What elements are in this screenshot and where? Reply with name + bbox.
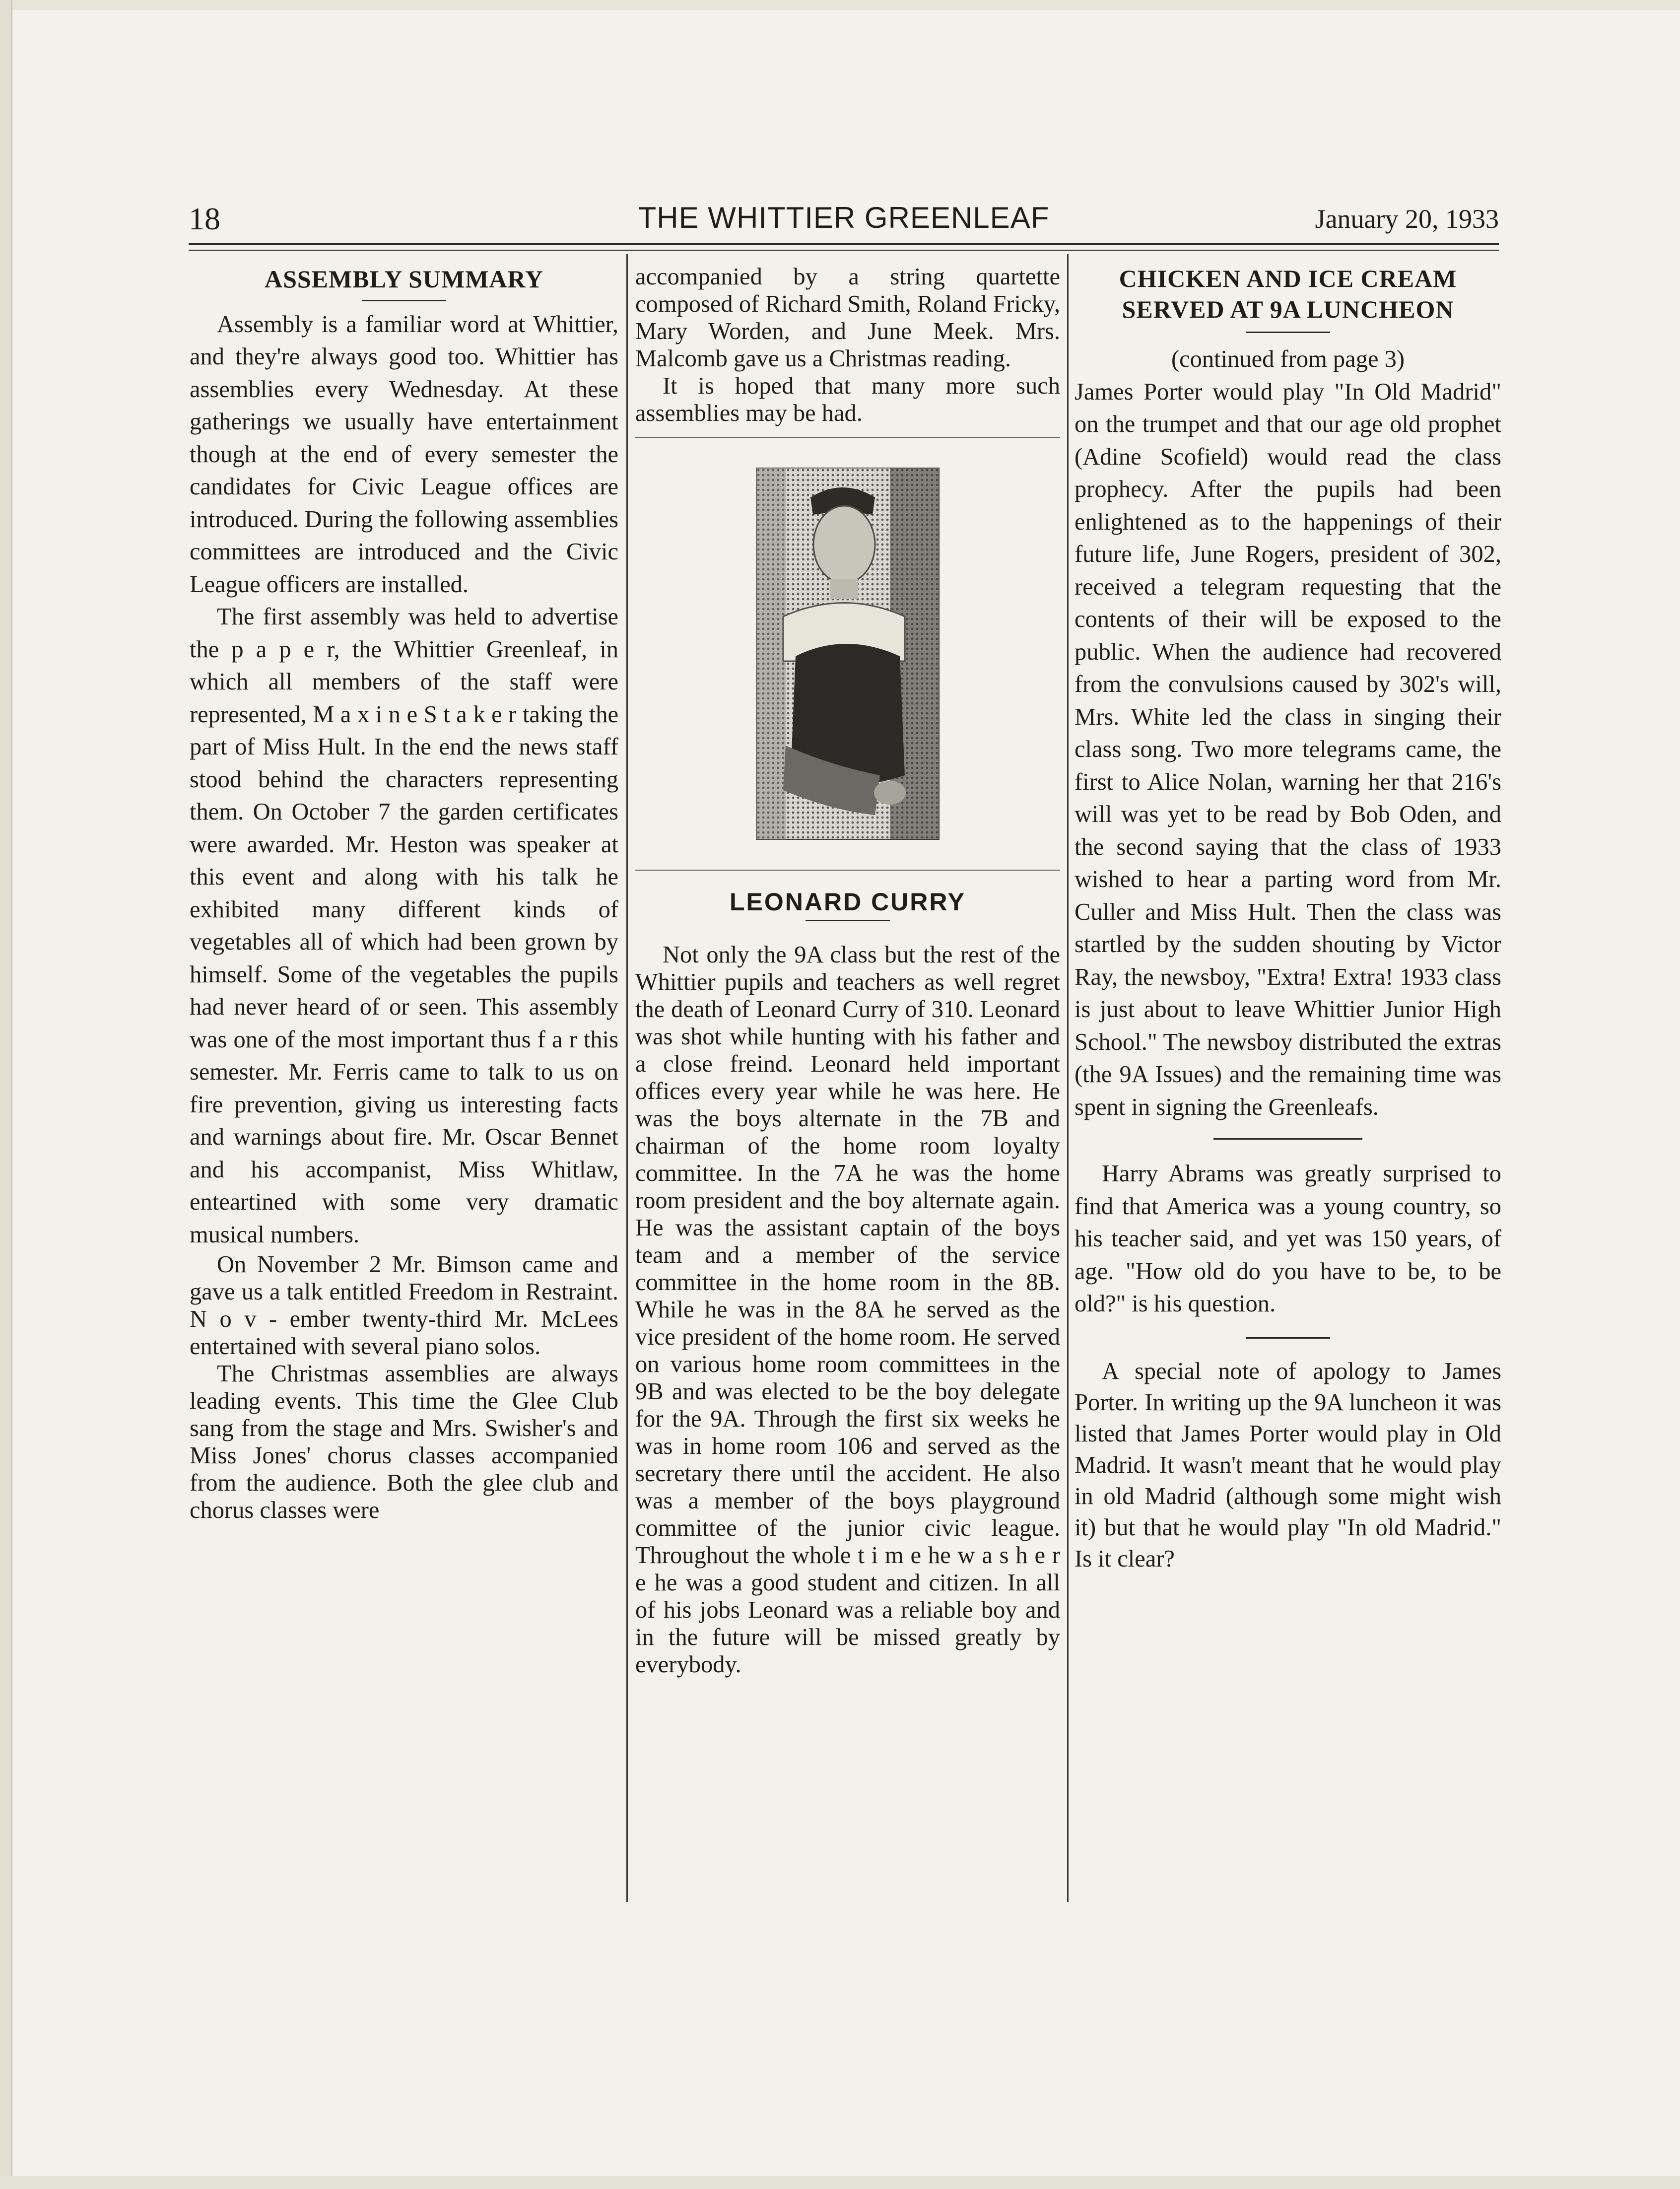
abrams-note: Harry Abrams was greatly surprised to find that America was a young country, so his teacher said, and yet was 150 years, of age. "How old do you have to be, to be old?" is his question. [1075,1161,1501,1317]
luncheon-body: James Porter would play "In Old Madrid" on the trumpet and that our age old prophet (Adine Scofield) would read the class prophecy. After the pupils had been enlightened as to the happenings of their future life, June Rogers, president of 302, received a telegram requesting that the contents of their will be exposed to the public. When the audience had recovered from the convulsions caused by 302's will, Mrs. White led the class in singing their class song. Two more telegrams came, the first to Alice Nolan, warning her that 216's will was yet to be read by Bob Oden, and the second saying that the class of 1933 wished to hear a parting word from Mr. Culler and Miss Hult. Then the class was startled by the sudden shouting by Victor Ray, the newsboy, "Extra! Extra! 1933 class is just about to leave Whittier Junior High School." The newsboy distributed the extras (the 9A Issues) and the remaining time was spent in signing the Greenleafs. [1075,378,1501,1120]
header-rule-thick [189,243,1499,245]
luncheon-headline [1075,263,1501,325]
column-3 [1075,263,1501,1574]
header-rule-thin [189,250,1499,251]
section-rule [1213,1138,1362,1140]
luncheon-headline-line-1: CHICKEN AND ICE CREAM [1119,265,1457,292]
assembly-paragraph-2: The first assembly was held to advertise the p a p e r, the Whittier Greenleaf, in which all members of the staff were represented, M a x i n e S t a k e r taking the part of Miss Hult. In the end the news staff stood behind the characters representing them. On October 7 the garden certificates were awarded. Mr. Heston was speaker at this event and along with his talk he exhibited many different kinds of vegetables all of which had been grown by himself. Some of the vegetables the pupils had never heard of or seen. This assembly was one of the most important thus f a r this semester. Mr. Ferris came to talk to us on fire prevention, giving us interesting facts and warnings about fire. Mr. Oscar Bennet and his accompanist, Miss Whitlaw, enteartined with some very dramatic musical numbers. [190,604,618,1248]
leonard-curry-body: Not only the 9A class but the rest of the Whittier pupils and teachers as well regret the death of Leonard Curry of 310. Leonard was shot while hunting with his father and a close freind. Leonard held important offices every year while he was here. He was the boys alternate in the 7B and chairman of the home room loyalty committee. In the 7A he was the home room president and the boy alternate again. He was the assistant captain of the boys team and a member of the service committee in the home room in the 8B. While he was in the 8A he served as the vice president of the home room. He served on various home room committees in the 9B and was elected to be the boy delegate for the 9A. Through the first six weeks he was in home room 106 and served as the secretary there until the accident. He also was a member of the boys playground committee of the junior civic league. Throughout the whole t i m e he w a s h e r e he was a good student and citizen. In all of his jobs Leonard was a reliable boy and in the future will be missed greatly by everybody. [635,942,1060,1678]
leonard-curry-headline: LEONARD CURRY [729,888,966,916]
leonard-curry-photo [756,468,940,840]
binding-edge [0,0,12,2189]
luncheon-headline-line-2: SERVED AT 9A LUNCHEON [1122,295,1454,323]
column-divider-2 [1067,254,1069,1902]
section-rule [635,870,1060,871]
assembly-continuation-2: It is hoped that many more such assemblies may be had. [635,373,1060,426]
issue-date: January 20, 1933 [1315,204,1499,234]
assembly-paragraph-3: On November 2 Mr. Bimson came and gave us a talk entitled Freedom in Restraint. N o v - ember twenty-third Mr. McLees entertained with several piano solos. [190,1251,618,1360]
assembly-paragraph-4: The Christmas assemblies are always leading events. This time the Glee Club sang from the stage and Mrs. Swisher's and Miss Jones' chorus classes accompanied from the audience. Both the glee club and chorus classes were [190,1361,618,1523]
column-2 [635,263,1060,1678]
page-edge-bottom [0,2176,1680,2189]
column-divider-1 [626,254,628,1902]
headline-rule [1246,332,1330,333]
apology-note: A special note of apology to James Porter. In writing up the 9A luncheon it was listed that James Porter would play in Old Madrid. It wasn't meant that he would play in old Madrid (although some might wish it) but that he would play "In old Madrid." Is it clear? [1075,1358,1501,1572]
publication-title: THE WHITTIER GREENLEAF [638,201,1050,234]
page-number: 18 [189,201,220,236]
section-rule [635,437,1060,438]
assembly-summary-headline: ASSEMBLY SUMMARY [265,265,543,293]
assembly-continuation-1: accompanied by a string quartette composed of Richard Smith, Roland Fricky, Mary Worden, and June Meek. Mrs. Malcomb gave us a Christmas reading. [635,264,1060,372]
continued-note: (continued from page 3) [1171,346,1405,372]
portrait-image [756,468,940,840]
page-edge-top [0,0,1680,10]
section-rule [1246,1337,1330,1339]
headline-rule [806,920,890,921]
column-1 [190,263,618,1524]
assembly-paragraph-1: Assembly is a familiar word at Whittier, and they're always good too. Whittier has assemblies every Wednesday. At these gatherings we usually have entertainment though at the end of every semester the candidates for Civic League offices are introduced. During the following assemblies committees are introduced and the Civic League officers are installed. [190,311,618,598]
headline-rule [362,300,446,301]
page-header [189,199,1499,238]
